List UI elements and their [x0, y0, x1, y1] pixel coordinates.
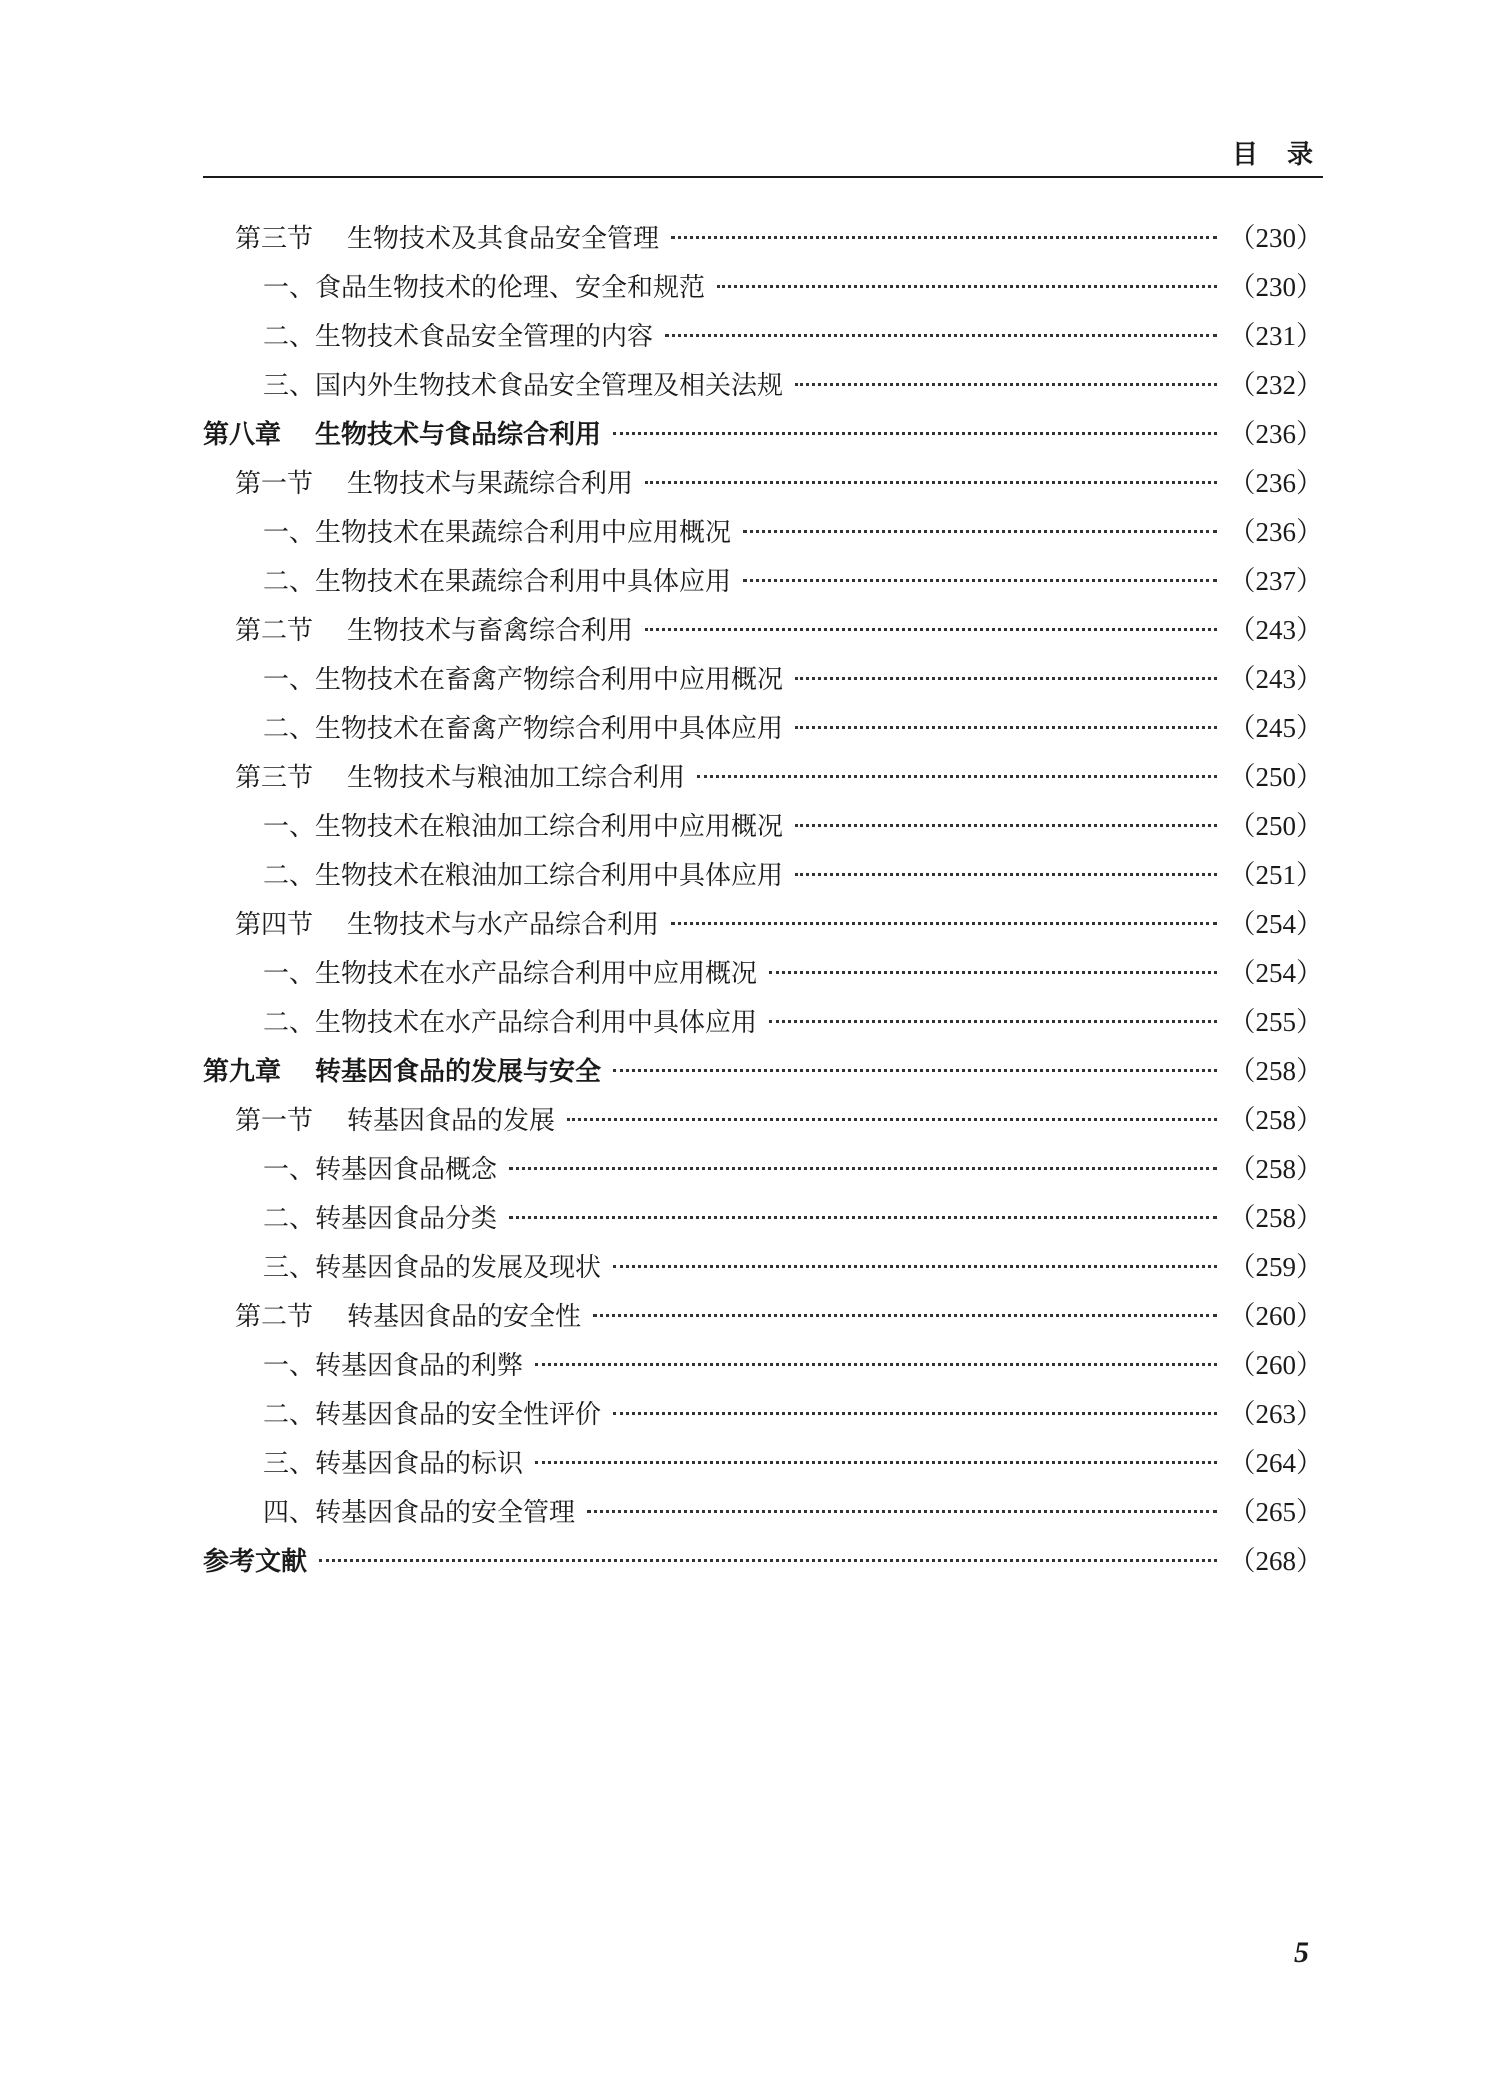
toc-entry-title: 参考文献: [203, 1547, 308, 1577]
dot-leader: [319, 1559, 1216, 1562]
toc-section-row[interactable]: [203, 606, 1323, 655]
toc-entry-title: 转基因食品的安全性: [347, 1302, 582, 1332]
toc-section-row[interactable]: [203, 900, 1323, 949]
toc-item-row[interactable]: [203, 263, 1323, 312]
toc-entry-label: [263, 1489, 575, 1538]
toc-item-row[interactable]: [203, 1390, 1323, 1439]
toc-item-row[interactable]: [203, 312, 1323, 361]
toc-entry-title: 生物技术与粮油加工综合利用: [347, 763, 686, 793]
toc-entry-page: （232）: [1228, 370, 1323, 400]
dot-leader: [567, 1118, 1216, 1121]
toc-entry-page: （236）: [1228, 517, 1323, 547]
toc-entry-page: （254）: [1228, 909, 1323, 939]
toc-entry-page: （255）: [1228, 1007, 1323, 1037]
toc-entry-title: 二、生物技术在水产品综合利用中具体应用: [263, 1008, 758, 1038]
toc-entry-page: （265）: [1228, 1497, 1323, 1527]
toc-item-row[interactable]: [203, 704, 1323, 753]
toc-item-row[interactable]: [203, 998, 1323, 1047]
toc-entry-label: [263, 1391, 601, 1440]
toc-item-row[interactable]: [203, 655, 1323, 704]
dot-leader: [795, 383, 1216, 386]
toc-chapter-row[interactable]: [203, 410, 1323, 459]
toc-entry-label: [203, 1048, 601, 1097]
toc-entry-page: （237）: [1228, 566, 1323, 596]
toc-entry-label: [263, 1440, 523, 1489]
toc-entry-title: 生物技术与水产品综合利用: [347, 910, 660, 940]
toc-entry-label: [263, 313, 653, 362]
toc-entry-page: （245）: [1228, 713, 1323, 743]
toc-entry-title: 三、转基因食品的标识: [263, 1449, 524, 1479]
toc-item-row[interactable]: [203, 949, 1323, 998]
toc-section-row[interactable]: [203, 214, 1323, 263]
toc-section-row[interactable]: [203, 1292, 1323, 1341]
toc-entry-page: （258）: [1228, 1154, 1323, 1184]
toc-entry-title: 生物技术及其食品安全管理: [347, 224, 660, 254]
toc-item-row[interactable]: [203, 1341, 1323, 1390]
toc-entry-label: [235, 754, 685, 803]
dot-leader: [671, 922, 1216, 925]
toc-entry-page: （258）: [1228, 1105, 1323, 1135]
toc-entry-number: 第三节: [235, 763, 314, 793]
toc-entry-page: （263）: [1228, 1399, 1323, 1429]
toc-entry-title: 四、转基因食品的安全管理: [263, 1498, 576, 1528]
toc-entry-label: [263, 1244, 601, 1293]
toc-entry-page: （243）: [1228, 664, 1323, 694]
dot-leader: [743, 579, 1216, 582]
toc-entry-page: （258）: [1228, 1056, 1323, 1086]
toc-entry-label: [263, 1195, 497, 1244]
toc-entry-label: [263, 852, 783, 901]
toc-entry-title: 二、生物技术在粮油加工综合利用中具体应用: [263, 861, 784, 891]
toc-chapter-row[interactable]: [203, 1537, 1323, 1586]
toc-entry-page: （260）: [1228, 1350, 1323, 1380]
toc-entry-label: [235, 1293, 581, 1342]
toc-item-row[interactable]: [203, 361, 1323, 410]
toc-entry-title: 一、生物技术在粮油加工综合利用中应用概况: [263, 812, 784, 842]
dot-leader: [509, 1167, 1216, 1170]
dot-leader: [795, 726, 1216, 729]
toc-entry-label: [263, 803, 783, 852]
toc-entry-title: 一、生物技术在畜禽产物综合利用中应用概况: [263, 665, 784, 695]
toc-entry-label: [263, 705, 783, 754]
toc-entry-page: （268）: [1228, 1546, 1323, 1576]
toc-item-row[interactable]: [203, 557, 1323, 606]
table-of-contents: [203, 214, 1323, 1586]
toc-entry-number: 第一节: [235, 469, 314, 499]
toc-entry-page: （254）: [1228, 958, 1323, 988]
toc-entry-page: （250）: [1228, 811, 1323, 841]
dot-leader: [645, 628, 1216, 631]
toc-entry-number: 第三节: [235, 224, 314, 254]
toc-entry-label: [263, 509, 731, 558]
toc-entry-title: 二、转基因食品的安全性评价: [263, 1400, 602, 1430]
dot-leader: [743, 530, 1216, 533]
toc-entry-label: [203, 1538, 307, 1587]
dot-leader: [717, 285, 1216, 288]
toc-entry-title: 一、转基因食品概念: [263, 1155, 498, 1185]
dot-leader: [613, 432, 1216, 435]
toc-item-row[interactable]: [203, 508, 1323, 557]
dot-leader: [795, 873, 1216, 876]
toc-section-row[interactable]: [203, 459, 1323, 508]
toc-entry-number: 第二节: [235, 616, 314, 646]
toc-entry-page: （243）: [1228, 615, 1323, 645]
toc-entry-label: [235, 460, 633, 509]
toc-item-row[interactable]: [203, 1439, 1323, 1488]
toc-entry-page: （250）: [1228, 762, 1323, 792]
toc-entry-title: 二、生物技术在果蔬综合利用中具体应用: [263, 567, 732, 597]
toc-entry-label: [235, 901, 659, 950]
toc-item-row[interactable]: [203, 1488, 1323, 1537]
toc-entry-label: [263, 656, 783, 705]
dot-leader: [645, 481, 1216, 484]
toc-entry-title: 二、生物技术在畜禽产物综合利用中具体应用: [263, 714, 784, 744]
toc-entry-label: [203, 411, 601, 460]
page-header: [203, 140, 1323, 178]
dot-leader: [769, 971, 1216, 974]
toc-entry-page: （230）: [1228, 272, 1323, 302]
dot-leader: [613, 1265, 1216, 1268]
toc-entry-number: 第四节: [235, 910, 314, 940]
toc-item-row[interactable]: [203, 802, 1323, 851]
toc-entry-label: [263, 264, 705, 313]
toc-entry-number: 第九章: [203, 1057, 282, 1087]
dot-leader: [535, 1461, 1216, 1464]
toc-chapter-row[interactable]: [203, 1047, 1323, 1096]
toc-item-row[interactable]: [203, 1145, 1323, 1194]
dot-leader: [665, 334, 1216, 337]
toc-entry-title: 生物技术与食品综合利用: [315, 420, 602, 450]
toc-entry-title: 二、生物技术食品安全管理的内容: [263, 322, 654, 352]
toc-entry-page: （231）: [1228, 321, 1323, 351]
toc-entry-page: （251）: [1228, 860, 1323, 890]
toc-entry-title: 三、国内外生物技术食品安全管理及相关法规: [263, 371, 784, 401]
toc-entry-label: [263, 950, 757, 999]
dot-leader: [593, 1314, 1216, 1317]
dot-leader: [613, 1069, 1216, 1072]
dot-leader: [795, 824, 1216, 827]
toc-entry-label: [263, 999, 757, 1048]
dot-leader: [671, 236, 1216, 239]
toc-entry-label: [235, 607, 633, 656]
toc-entry-page: （259）: [1228, 1252, 1323, 1282]
toc-entry-label: [263, 362, 783, 411]
toc-entry-page: （258）: [1228, 1203, 1323, 1233]
toc-entry-title: 三、转基因食品的发展及现状: [263, 1253, 602, 1283]
header-title: 目 录: [1231, 140, 1323, 170]
toc-entry-title: 生物技术与畜禽综合利用: [347, 616, 634, 646]
toc-entry-title: 一、食品生物技术的伦理、安全和规范: [263, 273, 706, 303]
toc-entry-page: （264）: [1228, 1448, 1323, 1478]
toc-entry-title: 转基因食品的发展: [347, 1106, 556, 1136]
toc-entry-title: 一、转基因食品的利弊: [263, 1351, 524, 1381]
toc-section-row[interactable]: [203, 753, 1323, 802]
toc-entry-page: （230）: [1228, 223, 1323, 253]
toc-entry-label: [235, 1097, 555, 1146]
toc-entry-number: 第二节: [235, 1302, 314, 1332]
toc-entry-title: 生物技术与果蔬综合利用: [347, 469, 634, 499]
dot-leader: [587, 1510, 1216, 1513]
toc-entry-label: [263, 558, 731, 607]
dot-leader: [613, 1412, 1216, 1415]
dot-leader: [795, 677, 1216, 680]
toc-entry-title: 转基因食品的发展与安全: [315, 1057, 602, 1087]
toc-entry-title: 二、转基因食品分类: [263, 1204, 498, 1234]
dot-leader: [535, 1363, 1216, 1366]
page-number: 5: [1294, 1936, 1309, 1969]
toc-item-row[interactable]: [203, 1243, 1323, 1292]
toc-entry-page: （260）: [1228, 1301, 1323, 1331]
dot-leader: [769, 1020, 1216, 1023]
toc-entry-page: （236）: [1228, 468, 1323, 498]
toc-entry-label: [263, 1342, 523, 1391]
toc-entry-label: [235, 215, 659, 264]
dot-leader: [697, 775, 1216, 778]
toc-entry-number: 第一节: [235, 1106, 314, 1136]
toc-entry-title: 一、生物技术在水产品综合利用中应用概况: [263, 959, 758, 989]
toc-entry-page: （236）: [1228, 419, 1323, 449]
toc-entry-number: 第八章: [203, 420, 282, 450]
toc-entry-title: 一、生物技术在果蔬综合利用中应用概况: [263, 518, 732, 548]
toc-entry-label: [263, 1146, 497, 1195]
toc-item-row[interactable]: [203, 1194, 1323, 1243]
toc-item-row[interactable]: [203, 851, 1323, 900]
dot-leader: [509, 1216, 1216, 1219]
toc-section-row[interactable]: [203, 1096, 1323, 1145]
